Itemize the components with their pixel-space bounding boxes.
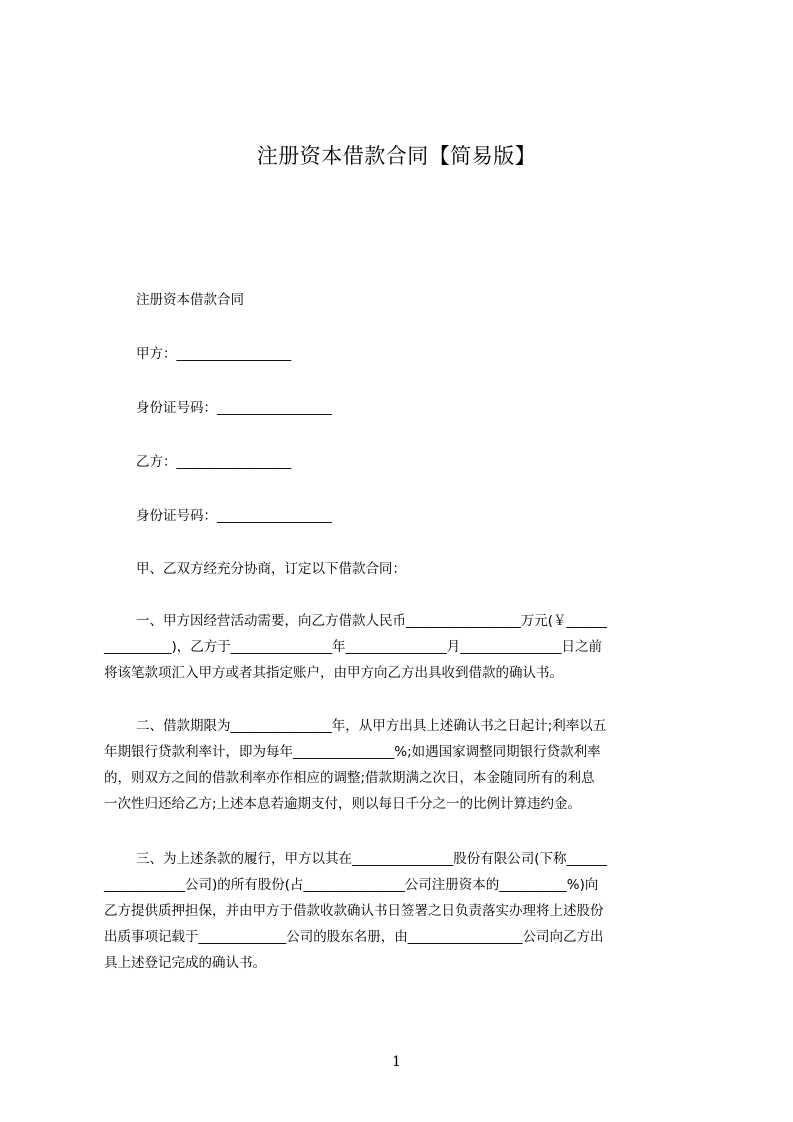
clause3-line: 三、为上述条款的履行，甲方以其在_______________股份有限公司(下称______ bbox=[136, 851, 608, 867]
clause2-line: 一次性归还给乙方;上述本息若逾期支付，则以每日千分之一的比例计算违约金。 bbox=[104, 796, 582, 812]
clause1-line: 一、甲方因经营活动需要，向乙方借款人民币_________________万元(￥______ bbox=[136, 613, 608, 629]
clause1-line: __________)，乙方于_______________年_______________月_______________日之前 bbox=[104, 639, 603, 655]
party-a-id-line: 身份证号码：_________________ bbox=[136, 400, 332, 416]
clause3-line: 出质事项记载于_____________公司的股东名册，由_________________公司向乙方出 bbox=[104, 929, 604, 945]
clause2-line: 二、借款期限为_______________年，从甲方出具上述确认书之日起计;利率以五 bbox=[136, 718, 607, 734]
clause3-line: 乙方提供质押担保，并由甲方于借款收款确认书日签署之日负责落实办理将上述股份 bbox=[104, 903, 604, 919]
party-b-line: 乙方：_________________ bbox=[136, 454, 292, 470]
party-b-id-line: 身份证号码：_________________ bbox=[136, 508, 332, 524]
clause2-line: 年期银行贷款利率计，即为每年_______________%;如遇国家调整同期银行贷款利率 bbox=[104, 744, 601, 760]
page-number: 1 bbox=[392, 1054, 401, 1070]
document-title: 注册资本借款合同【简易版】 bbox=[256, 144, 537, 168]
clause1-line: 将该笔款项汇入甲方或者其指定账户，由甲方向乙方出具收到借款的确认书。 bbox=[104, 665, 563, 681]
clause3-line: ____________公司)的所有股份(占_______________公司注册资本的__________%)向 bbox=[104, 877, 599, 893]
contract-heading: 注册资本借款合同 bbox=[136, 292, 244, 308]
clause2-line: 的，则双方之间的借款利率亦作相应的调整;借款期满之次日，本金随同所有的利息 bbox=[104, 770, 595, 786]
intro-line: 甲、乙双方经充分协商，订定以下借款合同： bbox=[136, 561, 406, 577]
party-a-line: 甲方：_________________ bbox=[136, 346, 292, 362]
clause3-line: 具上述登记完成的确认书。 bbox=[104, 955, 266, 971]
